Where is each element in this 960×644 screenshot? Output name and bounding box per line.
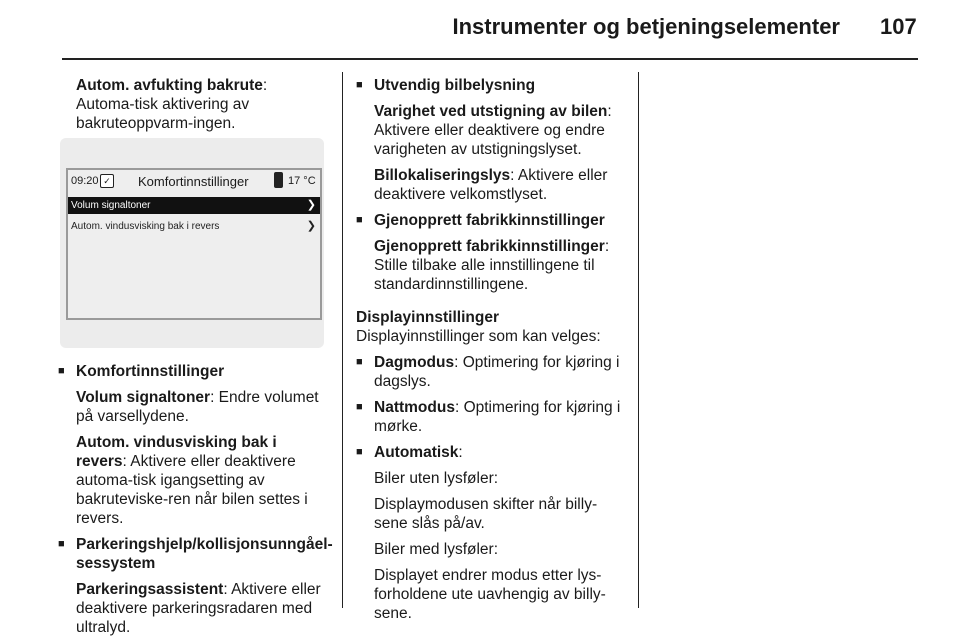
- bullet-title: Parkeringshjelp/kollisjonsunngåel-sessystem: [76, 536, 333, 572]
- bullet-parkering: [58, 535, 333, 573]
- item-text: : Aktivere eller deaktivere automa-tisk igangsetting av bakruteviske-ren når bilen settes i revers.: [76, 453, 308, 527]
- auto-line: Displaymodusen skifter når billy-sene slås på/av.: [374, 496, 598, 532]
- auto-line: Displayet endrer modus etter lys-forholdene ute uavhengig av billy-sene.: [374, 567, 606, 622]
- chevron-right-icon: ❯: [306, 220, 316, 232]
- screen-menu-item[interactable]: [68, 218, 320, 235]
- option-text: :: [458, 444, 463, 461]
- item-text: : Stille tilbake alle innstillingene til standardinnstillingene.: [374, 238, 610, 293]
- display-screen: [66, 168, 322, 320]
- item-text: : Endre volumet på varsellydene.: [76, 389, 319, 425]
- header-rule: [62, 58, 918, 60]
- screen-status-bar: [68, 170, 320, 192]
- section-intro: Displayinnstillinger som kan velges:: [356, 328, 601, 345]
- display-screenshot-figure: [60, 138, 324, 348]
- page-header-title: Instrumenter og betjeningselementer: [452, 14, 840, 39]
- intro-term: Autom. avfukting bakrute: [76, 77, 263, 94]
- option-term: Nattmodus: [374, 399, 455, 416]
- screen-time: 09:20: [71, 175, 99, 187]
- column-2: [356, 76, 628, 630]
- column-1-lower: [58, 362, 333, 644]
- screen-title: Komfortinnstillinger: [138, 174, 249, 189]
- item-paragraph: [356, 237, 628, 294]
- column-divider-left: [342, 72, 343, 608]
- option-text: : Optimering for kjøring i mørke.: [374, 399, 621, 435]
- bullet-title: Komfortinnstillinger: [76, 363, 225, 380]
- bullet-automatisk: [356, 443, 628, 462]
- item-text: : Aktivere eller deaktivere parkeringsradaren med ultralyd.: [76, 581, 321, 636]
- option-term: Dagmodus: [374, 354, 455, 371]
- bullet-title: Gjenopprett fabrikkinnstillinger: [374, 212, 605, 229]
- item-text: : Aktivere eller deaktivere og endre varigheten av utstigningslyset.: [374, 103, 612, 158]
- item-term: Billokaliseringslys: [374, 167, 511, 184]
- item-term: Volum signaltoner: [76, 389, 211, 406]
- bullet-dagmodus: [356, 353, 628, 391]
- page-number: 107: [880, 14, 917, 39]
- bullet-komfort: [58, 362, 326, 381]
- option-text: : Optimering for kjøring i dagslys.: [374, 354, 620, 390]
- auto-line: Biler uten lysføler:: [374, 470, 499, 487]
- item-paragraph: [58, 388, 326, 426]
- auto-line: Biler med lysføler:: [374, 541, 499, 558]
- intro-text: : Automa-tisk aktivering av bakruteoppvarm-ingen.: [76, 77, 268, 132]
- bullet-nattmodus: [356, 398, 628, 436]
- item-paragraph: [356, 166, 628, 204]
- bullet-fabrikk: [356, 211, 628, 230]
- screen-temperature: 17 °C: [288, 175, 316, 187]
- option-term: Automatisk: [374, 444, 459, 461]
- chevron-right-icon: ❯: [306, 199, 316, 211]
- screen-menu-item-selected[interactable]: [68, 197, 320, 214]
- item-paragraph: [58, 433, 326, 528]
- item-term: Varighet ved utstigning av bilen: [374, 103, 608, 120]
- bullet-title: Utvendig bilbelysning: [374, 77, 536, 94]
- bullet-bilbelysning: [356, 76, 628, 95]
- item-term: Gjenopprett fabrikkinnstillinger: [374, 238, 605, 255]
- intro-paragraph: [76, 76, 326, 133]
- menu-item-label: Autom. vindusvisking bak i revers: [71, 221, 220, 232]
- item-text: : Aktivere eller deaktivere velkomstlyset.: [374, 167, 608, 203]
- check-icon: ✓: [100, 174, 114, 188]
- column-divider-right: [638, 72, 639, 608]
- section-title: Displayinnstillinger: [356, 309, 499, 326]
- thermometer-icon: [274, 172, 283, 188]
- column-1: [76, 76, 326, 140]
- item-term: Autom. vindusvisking bak i revers: [76, 434, 277, 470]
- item-paragraph: [58, 580, 326, 637]
- item-term: Parkeringsassistent: [76, 581, 224, 598]
- item-paragraph: [356, 102, 628, 159]
- menu-item-label: Volum signaltoner: [71, 200, 151, 211]
